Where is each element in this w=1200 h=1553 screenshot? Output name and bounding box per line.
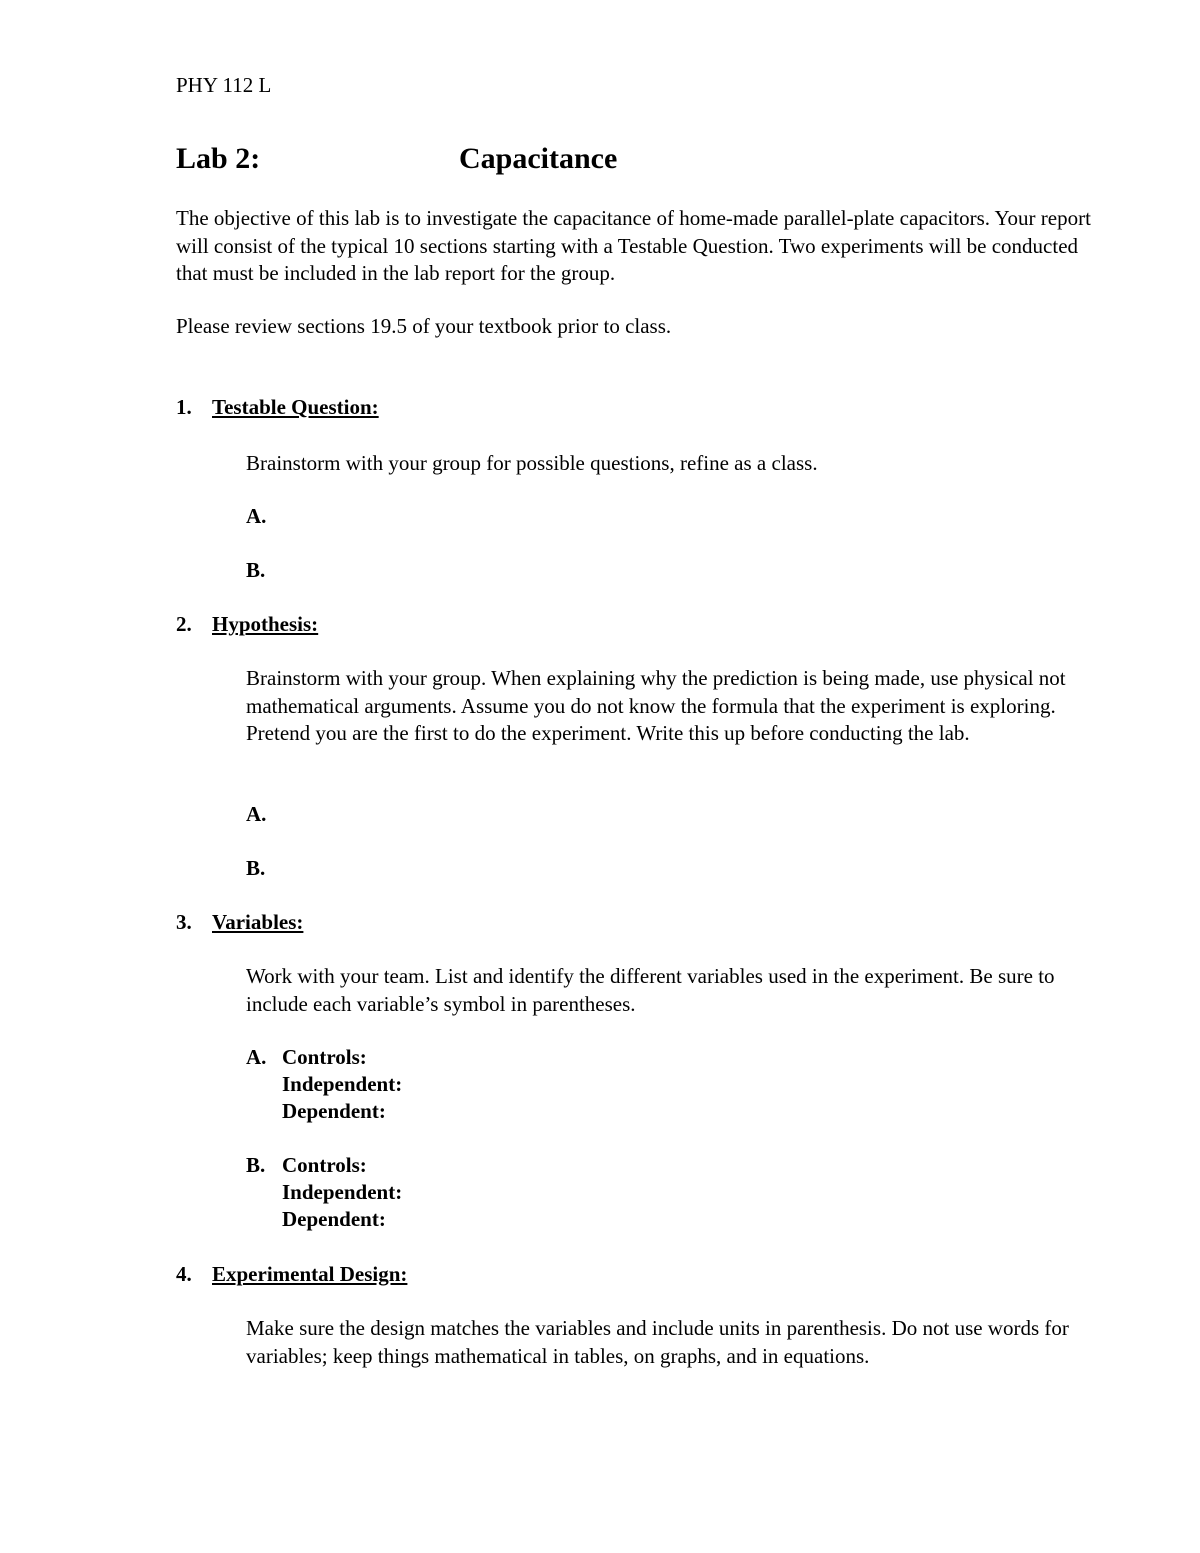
objective-paragraph: The objective of this lab is to investigate the capacitance of home-made parallel-plate capacitors. Your report will consist of the typical 10 sections starting with a Testable Question. Two experiments will be conducted that must be included in the lab report for the group. xyxy=(176,206,1091,285)
section-number: 2. xyxy=(176,612,192,636)
lab-number: Lab 2: xyxy=(176,142,261,175)
variables-group-b xyxy=(246,1152,402,1233)
independent-label: Independent: xyxy=(282,1180,403,1204)
section-heading-hypothesis xyxy=(176,612,318,637)
item-b: B. xyxy=(246,558,266,582)
section-label: Testable Question: xyxy=(212,395,379,419)
section-body-hypothesis: Brainstorm with your group. When explaining why the prediction is being made, use physical not mathematical arguments. Assume you do not know the formula that the experiment is exploring. Pretend you are the first to do the experiment. Write this up before conducting the lab. xyxy=(246,666,1066,745)
course-code: PHY 112 L xyxy=(176,73,272,97)
section-number: 4. xyxy=(176,1262,192,1286)
section-number: 1. xyxy=(176,395,192,419)
section-heading-testable-question xyxy=(176,395,379,420)
section-number: 3. xyxy=(176,910,192,934)
section-label: Experimental Design: xyxy=(212,1262,408,1286)
lab-title: Capacitance xyxy=(459,142,618,175)
item-a: A. xyxy=(246,504,267,528)
item-b: B. xyxy=(246,856,266,880)
dependent-label: Dependent: xyxy=(282,1099,386,1123)
item-a: A. xyxy=(246,802,267,826)
controls-label: Controls: xyxy=(282,1045,367,1069)
dependent-label: Dependent: xyxy=(282,1207,386,1231)
variables-group-a xyxy=(246,1044,402,1125)
review-paragraph: Please review sections 19.5 of your textbook prior to class. xyxy=(176,314,672,338)
section-heading-experimental-design xyxy=(176,1262,407,1287)
group-letter: A. xyxy=(246,1045,267,1069)
section-body-testable-question: Brainstorm with your group for possible questions, refine as a class. xyxy=(246,451,818,475)
section-body-experimental-design: Make sure the design matches the variables and include units in parenthesis. Do not use words for variables; keep things mathematical in tables, on graphs, and in equations. xyxy=(246,1316,1069,1368)
independent-label: Independent: xyxy=(282,1072,403,1096)
section-label: Variables: xyxy=(212,910,304,934)
controls-label: Controls: xyxy=(282,1153,367,1177)
group-letter: B. xyxy=(246,1153,266,1177)
section-label: Hypothesis: xyxy=(212,612,319,636)
section-heading-variables xyxy=(176,910,303,935)
section-body-variables: Work with your team. List and identify the different variables used in the experiment. Be sure to include each variable’s symbol in parentheses. xyxy=(246,964,1055,1016)
